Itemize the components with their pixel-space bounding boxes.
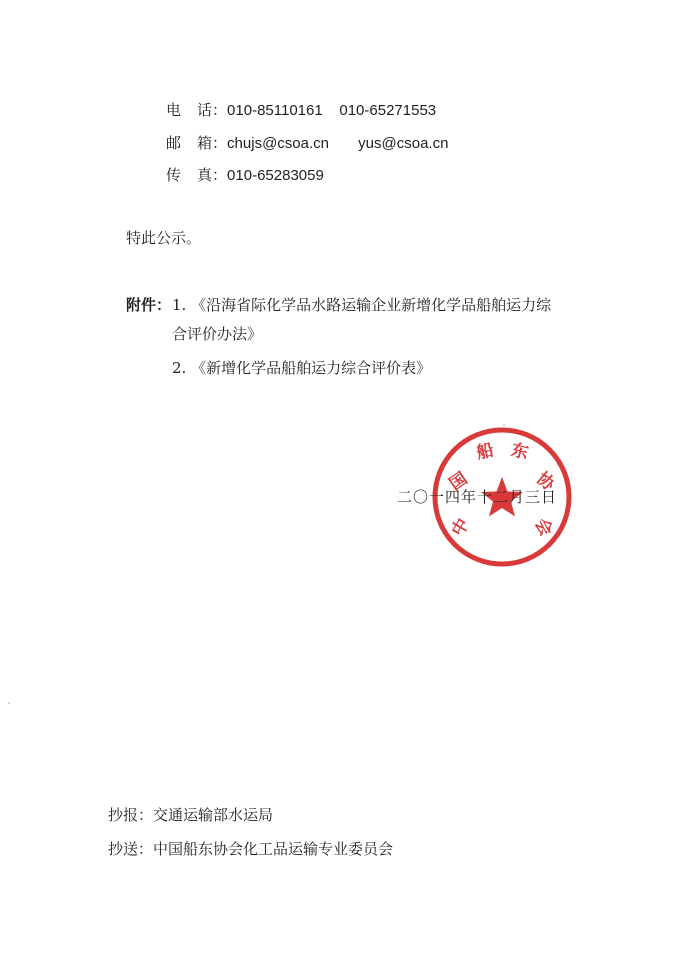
- attachments-label: 附件：: [126, 296, 172, 314]
- seal-char-4: 东: [509, 440, 531, 464]
- seal-char-3: 船: [474, 440, 496, 464]
- issue-date: 二〇一四年十二月三日: [397, 488, 558, 506]
- phone-line: [166, 101, 436, 120]
- fax-label-char-2: 真: [197, 166, 213, 184]
- phone-label-char-2: 话: [197, 101, 213, 119]
- fax-number: 010-65283059: [227, 167, 324, 184]
- fax-label-char-1: 传: [166, 166, 182, 184]
- attachment-item-1-line-2: 合评价办法》: [172, 325, 263, 343]
- seal-char-1: 中: [447, 515, 474, 540]
- seal-char-2: 国: [445, 468, 472, 495]
- attachment-item-2: 2. 《新增化学品船舶运力综合评价表》: [172, 359, 432, 377]
- email-addresses: chujs@csoa.cn yus@csoa.cn: [227, 135, 449, 152]
- scan-speck: [503, 424, 505, 426]
- scan-speck: [8, 702, 10, 704]
- email-label-char-2: 箱: [197, 134, 213, 152]
- email-label-char-1: 邮: [166, 134, 182, 152]
- copy-to-line: 抄送：中国船东协会化工品运输专业委员会: [108, 840, 394, 858]
- email-colon: ：: [212, 134, 228, 152]
- attachment-item-1-line-1: 1. 《沿海省际化学品水路运输企业新增化学品船舶运力综: [172, 296, 552, 314]
- notice-text: 特此公示。: [126, 229, 202, 247]
- fax-colon: ：: [212, 166, 228, 184]
- phone-colon: ：: [212, 101, 228, 119]
- report-to-line: 抄报：交通运输部水运局: [108, 806, 274, 824]
- seal-char-6: 会: [530, 515, 556, 540]
- email-line: [166, 134, 448, 153]
- seal-char-5: 协: [532, 468, 559, 495]
- fax-line: [166, 166, 324, 185]
- phone-numbers: 010-85110161 010-65271553: [227, 102, 437, 119]
- phone-label-char-1: 电: [166, 101, 182, 119]
